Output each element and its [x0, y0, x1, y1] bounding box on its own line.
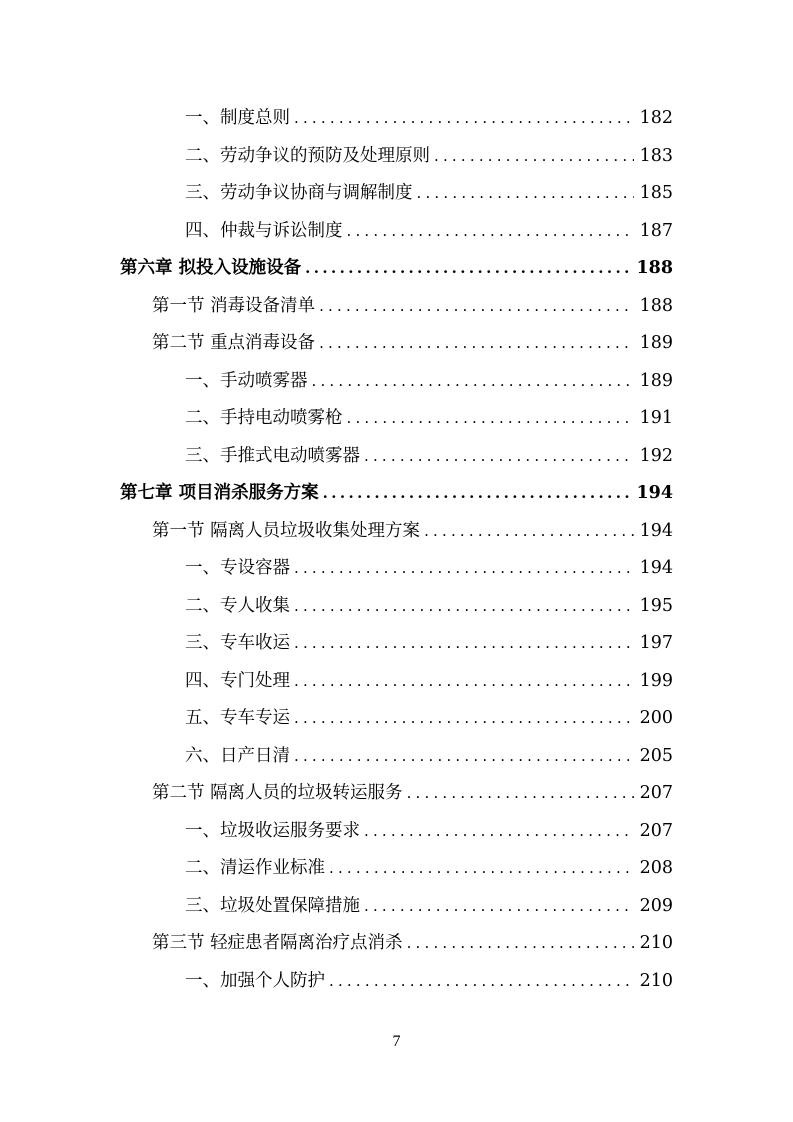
toc-entry-title: 一、加强个人防护 [185, 970, 325, 991]
toc-entry-page: 187 [639, 220, 673, 241]
toc-entry[interactable] [0, 963, 793, 1001]
toc-entry-page: 189 [639, 333, 673, 353]
toc-entry[interactable] [0, 813, 793, 851]
toc-entry[interactable] [0, 100, 793, 138]
toc-entry-title: 第七章 项目消杀服务方案 [120, 483, 319, 503]
toc-entry-title: 三、劳动争议协商与调解制度 [185, 183, 413, 203]
toc-section-entry[interactable] [0, 288, 793, 326]
page-number: 7 [392, 1033, 401, 1050]
toc-chapter-entry[interactable] [0, 475, 793, 513]
toc-entry-page: 209 [639, 895, 673, 916]
toc-entry-title: 二、专人收集 [185, 595, 290, 616]
toc-entry-page: 208 [639, 858, 673, 878]
toc-entry-page: 207 [639, 820, 673, 841]
toc-entry[interactable] [0, 550, 793, 588]
toc-entry-title: 二、手持电动喷雾枪 [185, 408, 343, 428]
toc-entry-page: 194 [639, 558, 673, 578]
toc-entry-title: 一、制度总则 [185, 108, 290, 128]
toc-entry-title: 三、手推式电动喷雾器 [185, 445, 360, 466]
toc-section-entry[interactable] [0, 325, 793, 363]
toc-dot-leader [294, 111, 634, 126]
toc-dot-leader [305, 261, 630, 276]
toc-entry-page: 192 [639, 445, 673, 466]
toc-entry[interactable] [0, 663, 793, 701]
toc-dot-leader [323, 486, 631, 501]
toc-entry-title: 三、垃圾处置保障措施 [185, 895, 360, 916]
toc-entry[interactable] [0, 625, 793, 663]
toc-dot-leader [294, 636, 634, 651]
toc-entry[interactable] [0, 700, 793, 738]
toc-entry[interactable] [0, 363, 793, 401]
toc-dot-leader [364, 449, 634, 464]
toc-entry-title: 第二节 隔离人员的垃圾转运服务 [152, 783, 403, 803]
toc-dot-leader [364, 824, 634, 839]
toc-section-entry[interactable] [0, 775, 793, 813]
toc-dot-leader [319, 299, 634, 314]
toc-dot-leader [364, 899, 634, 914]
toc-entry[interactable] [0, 175, 793, 213]
toc-entry[interactable] [0, 738, 793, 776]
toc-entry-page: 194 [636, 483, 673, 503]
toc-dot-leader [347, 411, 634, 426]
toc-entry-title: 六、日产日清 [185, 745, 290, 766]
toc-entry-page: 205 [639, 745, 673, 766]
toc-entry-page: 189 [639, 370, 673, 391]
toc-entry-page: 191 [639, 408, 673, 428]
toc-dot-leader [294, 749, 634, 764]
toc-entry-title: 二、劳动争议的预防及处理原则 [185, 145, 430, 166]
toc-entry-page: 195 [639, 595, 673, 616]
toc-dot-leader [407, 936, 634, 951]
toc-entry-page: 200 [639, 708, 673, 728]
toc-entry-page: 194 [639, 520, 673, 541]
toc-entry-page: 188 [636, 258, 673, 278]
toc-dot-leader [417, 186, 634, 201]
toc-entry-page: 210 [639, 933, 673, 953]
toc-entry-title: 第一节 隔离人员垃圾收集处理方案 [152, 520, 421, 541]
toc-entry[interactable] [0, 138, 793, 176]
toc-entry-title: 一、专设容器 [185, 558, 290, 578]
toc-entry-page: 182 [639, 108, 673, 128]
toc-entry[interactable] [0, 213, 793, 251]
toc-dot-leader [294, 711, 634, 726]
toc-dot-leader [329, 861, 634, 876]
toc-section-entry[interactable] [0, 513, 793, 551]
toc-dot-leader [312, 374, 634, 389]
toc-dot-leader [407, 786, 634, 801]
table-of-contents [0, 100, 793, 1000]
toc-entry[interactable] [0, 850, 793, 888]
toc-entry-title: 一、手动喷雾器 [185, 370, 308, 391]
toc-entry[interactable] [0, 588, 793, 626]
toc-entry-title: 四、仲裁与诉讼制度 [185, 220, 343, 241]
toc-entry-title: 第六章 拟投入设施设备 [120, 258, 302, 278]
toc-entry-title: 第一节 消毒设备清单 [152, 295, 316, 316]
toc-dot-leader [294, 599, 634, 614]
toc-entry-page: 210 [639, 970, 673, 991]
toc-dot-leader [434, 149, 634, 164]
toc-entry[interactable] [0, 400, 793, 438]
toc-entry-title: 二、清运作业标准 [185, 858, 325, 878]
toc-dot-leader [347, 224, 634, 239]
toc-entry-page: 199 [639, 670, 673, 691]
toc-entry-title: 第三节 轻症患者隔离治疗点消杀 [152, 933, 403, 953]
toc-entry-page: 185 [639, 183, 673, 203]
toc-entry-title: 第二节 重点消毒设备 [152, 333, 316, 353]
toc-dot-leader [329, 974, 634, 989]
toc-dot-leader [424, 524, 634, 539]
toc-entry-page: 207 [639, 783, 673, 803]
toc-entry-title: 五、专车专运 [185, 708, 290, 728]
toc-entry-title: 三、专车收运 [185, 633, 290, 653]
toc-dot-leader [294, 674, 634, 689]
toc-dot-leader [294, 561, 634, 576]
toc-entry[interactable] [0, 438, 793, 476]
toc-entry[interactable] [0, 888, 793, 926]
toc-entry-page: 183 [639, 145, 673, 166]
toc-entry-title: 一、垃圾收运服务要求 [185, 820, 360, 841]
toc-dot-leader [319, 336, 634, 351]
toc-chapter-entry[interactable] [0, 250, 793, 288]
toc-entry-title: 四、专门处理 [185, 670, 290, 691]
toc-entry-page: 197 [639, 633, 673, 653]
toc-section-entry[interactable] [0, 925, 793, 963]
toc-entry-page: 188 [639, 295, 673, 316]
